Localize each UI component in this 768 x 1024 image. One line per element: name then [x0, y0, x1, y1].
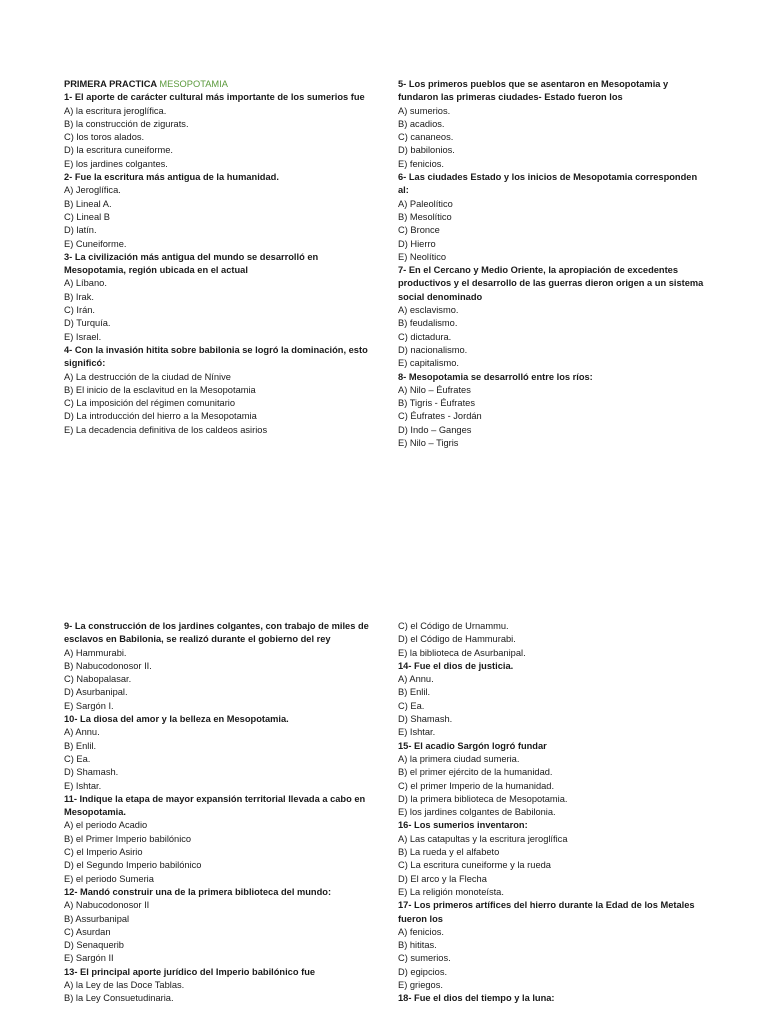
question-text: 2- Fue la escritura más antigua de la humanidad.	[64, 172, 279, 183]
answer-option: A) Nilo – Éufrates	[398, 384, 471, 395]
answer-option: E) los jardines colgantes de Babilonia.	[398, 807, 556, 818]
answer-option: C) el Código de Urnammu.	[398, 621, 509, 631]
answer-option: A) Las catapultas y la escritura jeroglífica	[398, 833, 568, 844]
answer-option: B) feudalismo.	[398, 318, 458, 329]
answer-option: D) Shamash.	[64, 767, 119, 778]
answer-option: D) la escritura cuneiforme.	[64, 145, 174, 156]
question-text: 6- Las ciudades Estado y los inicios de Mesopotamia corresponden al:	[398, 172, 698, 196]
answer-option: C) Bronce	[398, 225, 440, 236]
answer-option: E) la biblioteca de Asurbanipal.	[398, 647, 526, 658]
answer-option: B) la construcción de zigurats.	[64, 118, 189, 129]
question-text: 10- La diosa del amor y la belleza en Mesopotamia.	[64, 714, 289, 725]
answer-option: B) El inicio de la esclavitud en la Mesopotamia	[64, 384, 256, 395]
question-text: 15- El acadio Sargón logró fundar	[398, 740, 547, 751]
answer-option: A) Líbano.	[64, 278, 107, 289]
question-text: 4- Con la invasión hitita sobre babilonia se logró la dominación, esto significó:	[64, 344, 368, 369]
answer-option: D) El arco y la Flecha	[398, 873, 487, 884]
answer-option: B) el Primer Imperio babilónico	[64, 833, 192, 844]
answer-option: D) Turquía.	[64, 318, 111, 329]
answer-option: E) Israel.	[64, 331, 102, 342]
answer-option: A) esclavismo.	[398, 305, 459, 316]
answer-option: B) Tigris - Éufrates	[398, 398, 475, 409]
question-text: 16- Los sumerios inventaron:	[398, 820, 528, 831]
answer-option: C) el Imperio Asirio	[64, 847, 143, 858]
answer-option: E) Sargón I.	[64, 700, 114, 711]
answer-option: D) Shamash.	[398, 714, 453, 725]
answer-option: C) Irán.	[64, 305, 95, 316]
answer-option: C) La escritura cuneiforme y la rueda	[398, 860, 551, 871]
answer-option: A) La destrucción de la ciudad de Nínive	[64, 371, 231, 382]
answer-option: A) el periodo Acadio	[64, 820, 148, 831]
question-text: 13- El principal aporte jurídico del Imperio babilónico fue	[64, 966, 316, 977]
answer-option: A) Annu.	[64, 727, 100, 738]
page-title	[64, 78, 374, 91]
answer-option: D) Asurbanipal.	[64, 687, 128, 698]
answer-option: C) Lineal B	[64, 211, 110, 222]
answer-option: A) sumerios.	[398, 105, 451, 116]
question-text: 8- Mesopotamia se desarrolló entre los ríos:	[398, 371, 593, 382]
answer-option: A) Paleolítico	[398, 198, 453, 209]
answer-option: E) fenicios.	[398, 158, 444, 169]
answer-option: C) los toros alados.	[64, 132, 145, 143]
question-text: 17- Los primeros artífices del hierro durante la Edad de los Metales fueron los	[398, 900, 695, 924]
answer-option: A) la primera ciudad sumeria.	[398, 753, 520, 764]
title-accent: MESOPOTAMIA	[159, 79, 228, 89]
answer-option: C) sumerios.	[398, 953, 451, 964]
answer-option: B) La rueda y el alfabeto	[398, 847, 500, 858]
answer-option: E) Ishtar.	[64, 780, 102, 791]
answer-option: E) el periodo Sumeria	[64, 873, 154, 884]
answer-option: A) la Ley de las Doce Tablas.	[64, 980, 185, 991]
question-text: 7- En el Cercano y Medio Oriente, la apropiación de excedentes productivos y el desarrollo de las guerras dieron origen a un sistema social denominado	[398, 265, 704, 302]
answer-option: A) Annu.	[398, 674, 434, 685]
answer-option: B) Assurbanipal	[64, 913, 130, 924]
answer-option: A) Nabucodonosor II	[64, 900, 150, 911]
answer-option: B) Lineal A.	[64, 198, 112, 209]
answer-option: C) el primer Imperio de la humanidad.	[398, 780, 555, 791]
answer-option: E) Neolítico	[398, 251, 447, 262]
answer-option: C) Asurdan	[64, 926, 111, 937]
answer-option: D) Indo – Ganges	[398, 424, 472, 435]
answer-option: D) el Código de Hammurabi.	[398, 634, 516, 645]
title-main: PRIMERA PRACTICA	[64, 79, 157, 89]
answer-option: A) fenicios.	[398, 926, 444, 937]
answer-option: E) Ishtar.	[398, 727, 436, 738]
question-text: 12- Mandó construir una de la primera biblioteca del mundo:	[64, 886, 332, 897]
answer-option: E) Sargón II	[64, 953, 114, 964]
answer-option: D) latín.	[64, 225, 97, 236]
answer-option: B) acadios.	[398, 118, 445, 129]
answer-option: D) nacionalismo.	[398, 344, 468, 355]
question-text: 14- Fue el dios de justicia.	[398, 660, 514, 671]
question-text: 5- Los primeros pueblos que se asentaron en Mesopotamia y fundaron las primeras ciudades- Estado fueron los	[398, 79, 669, 103]
column-3	[64, 620, 374, 1006]
question-text: 9- La construcción de los jardines colgantes, con trabajo de miles de esclavos en Babilonia, se realizó durante el gobierno del rey	[64, 621, 369, 645]
answer-option: B) hititas.	[398, 940, 437, 951]
answer-option: D) egipcios.	[398, 966, 448, 977]
answer-option: D) el Segundo Imperio babilónico	[64, 860, 202, 871]
answer-option: E) La decadencia definitiva de los caldeos asirios	[64, 424, 268, 435]
answer-option: B) Nabucodonosor II.	[64, 660, 152, 671]
column-2	[398, 78, 708, 450]
question-text: 18- Fue el dios del tiempo y la luna:	[398, 993, 555, 1004]
answer-option: E) griegos.	[398, 980, 443, 991]
column-4	[398, 620, 708, 1006]
answer-option: E) capitalismo.	[398, 358, 459, 369]
column-1	[64, 78, 374, 437]
answer-option: C) Ea.	[64, 753, 91, 764]
answer-option: D) babilonios.	[398, 145, 455, 156]
answer-option: A) Hammurabi.	[64, 647, 127, 658]
answer-option: A) Jeroglífica.	[64, 185, 121, 196]
answer-option: C) cananeos.	[398, 132, 454, 143]
answer-option: B) Enlil.	[398, 687, 431, 698]
answer-option: D) Hierro	[398, 238, 436, 249]
answer-option: C) Éufrates - Jordán	[398, 411, 482, 422]
answer-option: D) la primera biblioteca de Mesopotamia.	[398, 793, 568, 804]
question-text: 1- El aporte de carácter cultural más importante de los sumerios fue	[64, 92, 365, 103]
answer-option: C) La imposición del régimen comunitario	[64, 398, 236, 409]
question-text: 11- Indique la etapa de mayor expansión territorial llevada a cabo en Mesopotamia.	[64, 793, 366, 818]
answer-option: B) Mesolítico	[398, 211, 452, 222]
answer-option: D) La introducción del hierro a la Mesopotamia	[64, 411, 257, 422]
answer-option: B) Enlil.	[64, 740, 97, 751]
answer-option: C) Ea.	[398, 700, 425, 711]
answer-option: A) la escritura jeroglífica.	[64, 105, 167, 116]
answer-option: C) Nabopalasar.	[64, 674, 132, 685]
answer-option: B) la Ley Consuetudinaria.	[64, 993, 174, 1004]
answer-option: E) Cuneiforme.	[64, 238, 127, 249]
answer-option: D) Senaquerib	[64, 940, 124, 951]
answer-option: E) La religión monoteísta.	[398, 886, 504, 897]
answer-option: B) el primer ejército de la humanidad.	[398, 767, 553, 778]
answer-option: E) los jardines colgantes.	[64, 158, 168, 169]
answer-option: B) Irak.	[64, 291, 94, 302]
question-text: 3- La civilización más antigua del mundo se desarrolló en Mesopotamia, región ubicada en el actual	[64, 251, 319, 276]
answer-option: E) Nilo – Tigris	[398, 438, 459, 449]
answer-option: C) dictadura.	[398, 331, 452, 342]
